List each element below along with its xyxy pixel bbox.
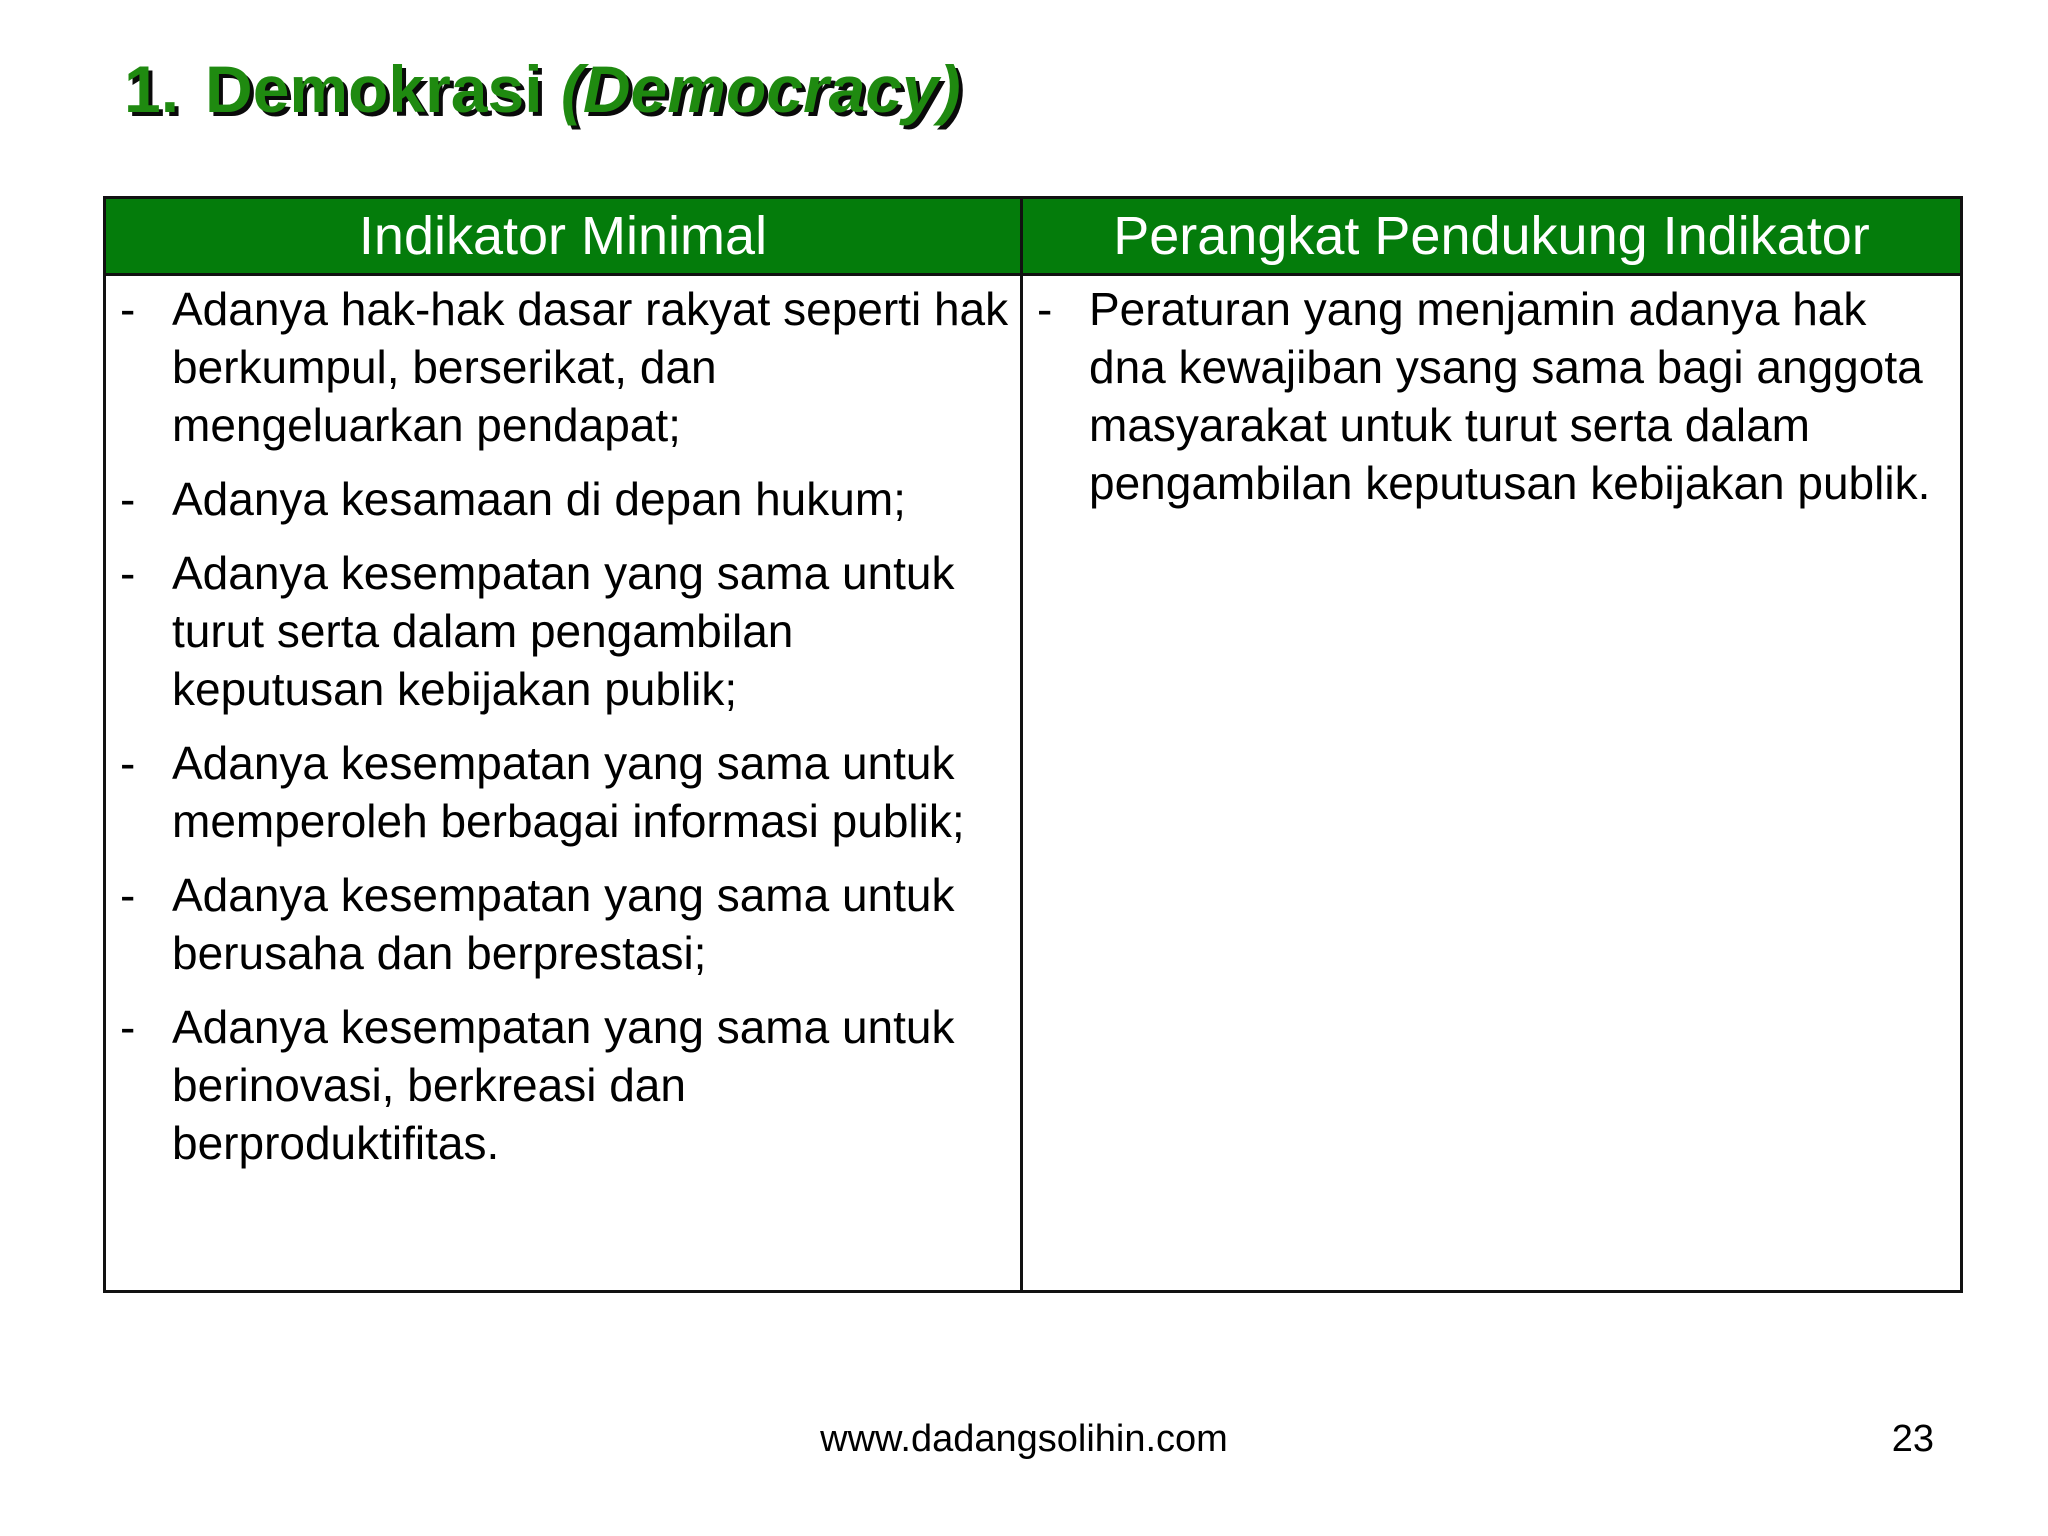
header-perangkat-pendukung: Perangkat Pendukung Indikator [1023,199,1960,276]
footer-url: www.dadangsolihin.com [820,1418,1228,1460]
cell-perangkat-pendukung [1023,276,1960,1290]
header-indikator-minimal: Indikator Minimal [106,199,1023,276]
bullet-dash: - [1037,283,1053,335]
list-item-text: Peraturan yang menjamin adanya hak dna kewajiban ysang sama bagi anggota masyarakat untuk turut serta dalam pengambilan keputusan kebijakan publik. [1089,283,1931,509]
title-english: (Democracy) [560,52,961,126]
bullet-dash: - [120,737,136,789]
perangkat-list [1023,280,1952,512]
indikator-list [106,280,1012,1172]
list-item [106,280,1012,454]
indicator-table [103,196,1963,1293]
list-item [1023,280,1952,512]
cell-indikator-minimal [106,276,1023,1290]
list-item-text: Adanya kesempatan yang sama untuk memperoleh berbagai informasi publik; [172,737,965,847]
list-item-text: Adanya hak-hak dasar rakyat seperti hak berkumpul, berserikat, dan mengeluarkan pendapat; [172,283,1009,451]
list-item [106,998,1012,1172]
slide-title [124,50,961,129]
list-item-text: Adanya kesempatan yang sama untuk berinovasi, berkreasi dan berproduktifitas. [172,1001,955,1169]
list-item-text: Adanya kesempatan yang sama untuk turut serta dalam pengambilan keputusan kebijakan publik; [172,547,955,715]
title-main: Demokrasi [205,52,543,126]
list-item [106,470,1012,528]
bullet-dash: - [120,473,136,525]
bullet-dash: - [120,869,136,921]
list-item [106,734,1012,850]
title-number: 1. [124,52,180,126]
list-item [106,544,1012,718]
bullet-dash: - [120,1001,136,1053]
bullet-dash: - [120,283,136,335]
page-number: 23 [1891,1418,1934,1460]
list-item-text: Adanya kesamaan di depan hukum; [172,473,906,525]
bullet-dash: - [120,547,136,599]
list-item-text: Adanya kesempatan yang sama untuk berusaha dan berprestasi; [172,869,955,979]
list-item [106,866,1012,982]
